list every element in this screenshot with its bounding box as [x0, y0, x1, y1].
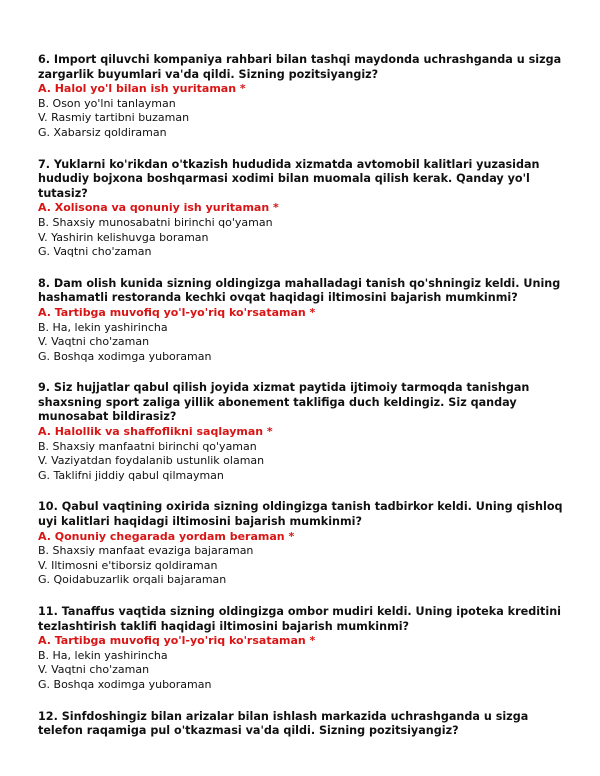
question-text: 12. Sinfdoshingiz bilan arizalar bilan ishlash markazida uchrashganda u sizga telefon raqamiga pul o'tkazmasi va'da qildi. Sizning pozitsiyangiz? [38, 709, 529, 738]
question-8 [38, 277, 568, 365]
answer-option: G. Taklifni jiddiy qabul qilmayman [38, 468, 224, 482]
answer-option-correct: A. Halollik va shaffoflikni saqlayman * [38, 425, 273, 439]
answer-option: B. Oson yo'lni tanlayman [38, 96, 176, 110]
question-10 [38, 500, 568, 588]
answer-option-correct: A. Xolisona va qonuniy ish yuritaman * [38, 201, 279, 215]
document-page [38, 53, 568, 756]
answer-option: B. Shaxsiy manfaat evaziga bajaraman [38, 544, 254, 558]
answer-option: V. Vaqtni cho'zaman [38, 335, 150, 349]
question-text: 11. Tanaffus vaqtida sizning oldingizga ombor mudiri keldi. Uning ipoteka kreditini tezlashtirish taklifi haqidagi iltimosini bajarish mumkinmi? [38, 605, 562, 633]
answer-option: B. Ha, lekin yashirincha [38, 648, 168, 662]
question-text: 9. Siz hujjatlar qabul qilish joyida xizmat paytida ijtimoiy tarmoqda tanishgan shaxsning sport zaliga yillik abonement taklifiga duch keldingiz. Siz qanday munosabat bildirasiz? [38, 381, 530, 424]
answer-option: V. Vaziyatdan foydalanib ustunlik olaman [38, 454, 265, 468]
answer-option: B. Shaxsiy manfaatni birinchi qo'yaman [38, 439, 257, 453]
answer-option-correct: A. Halol yo'l bilan ish yuritaman * [38, 82, 246, 96]
answer-option: G. Xabarsiz qoldiraman [38, 125, 167, 139]
question-6 [38, 53, 568, 141]
answer-option: G. Boshqa xodimga yuboraman [38, 349, 212, 363]
answer-option: V. Vaqtni cho'zaman [38, 663, 150, 677]
question-7 [38, 158, 568, 260]
question-text: 10. Qabul vaqtining oxirida sizning oldingizga tanish tadbirkor keldi. Uning qishloq uyi kalitlari haqidagi iltimosini bajarish mumkinmi? [38, 500, 563, 529]
answer-option-correct: A. Qonuniy chegarada yordam beraman * [38, 529, 295, 543]
answer-option: V. Rasmiy tartibni buzaman [38, 111, 190, 125]
answer-option: B. Ha, lekin yashirincha [38, 320, 168, 334]
answer-option: G. Vaqtni cho'zaman [38, 245, 152, 259]
answer-option-correct: A. Tartibga muvofiq yo'l-yo'riq ko'rsataman * [38, 305, 316, 319]
answer-option: V. Yashirin kelishuvga boraman [38, 230, 209, 244]
answer-option-correct: A. Tartibga muvofiq yo'l-yo'riq ko'rsataman * [38, 634, 316, 648]
question-12 [38, 710, 568, 739]
answer-option: G. Boshqa xodimga yuboraman [38, 677, 212, 691]
question-text: 8. Dam olish kunida sizning oldingizga mahalladagi tanish qo'shningiz keldi. Uning hashamatli restoranda kechki ovqat haqidagi iltimosini bajarish mumkinmi? [38, 276, 561, 305]
answer-option: B. Shaxsiy munosabatni birinchi qo'yaman [38, 215, 273, 229]
answer-option: V. Iltimosni e'tiborsiz qoldiraman [38, 558, 218, 572]
question-9 [38, 381, 568, 483]
answer-option: G. Qoidabuzarlik orqali bajaraman [38, 573, 227, 587]
question-11 [38, 605, 568, 693]
question-text: 7. Yuklarni ko'rikdan o'tkazish hududida xizmatda avtomobil kalitlari yuzasidan hududiy bojxona boshqarmasi xodimi bilan muomala qilish kerak. Qanday yo'l tutasiz? [38, 157, 540, 200]
question-text: 6. Import qiluvchi kompaniya rahbari bilan tashqi maydonda uchrashganda u sizga zargarlik buyumlari va'da qildi. Sizning pozitsiyangiz? [38, 53, 562, 81]
